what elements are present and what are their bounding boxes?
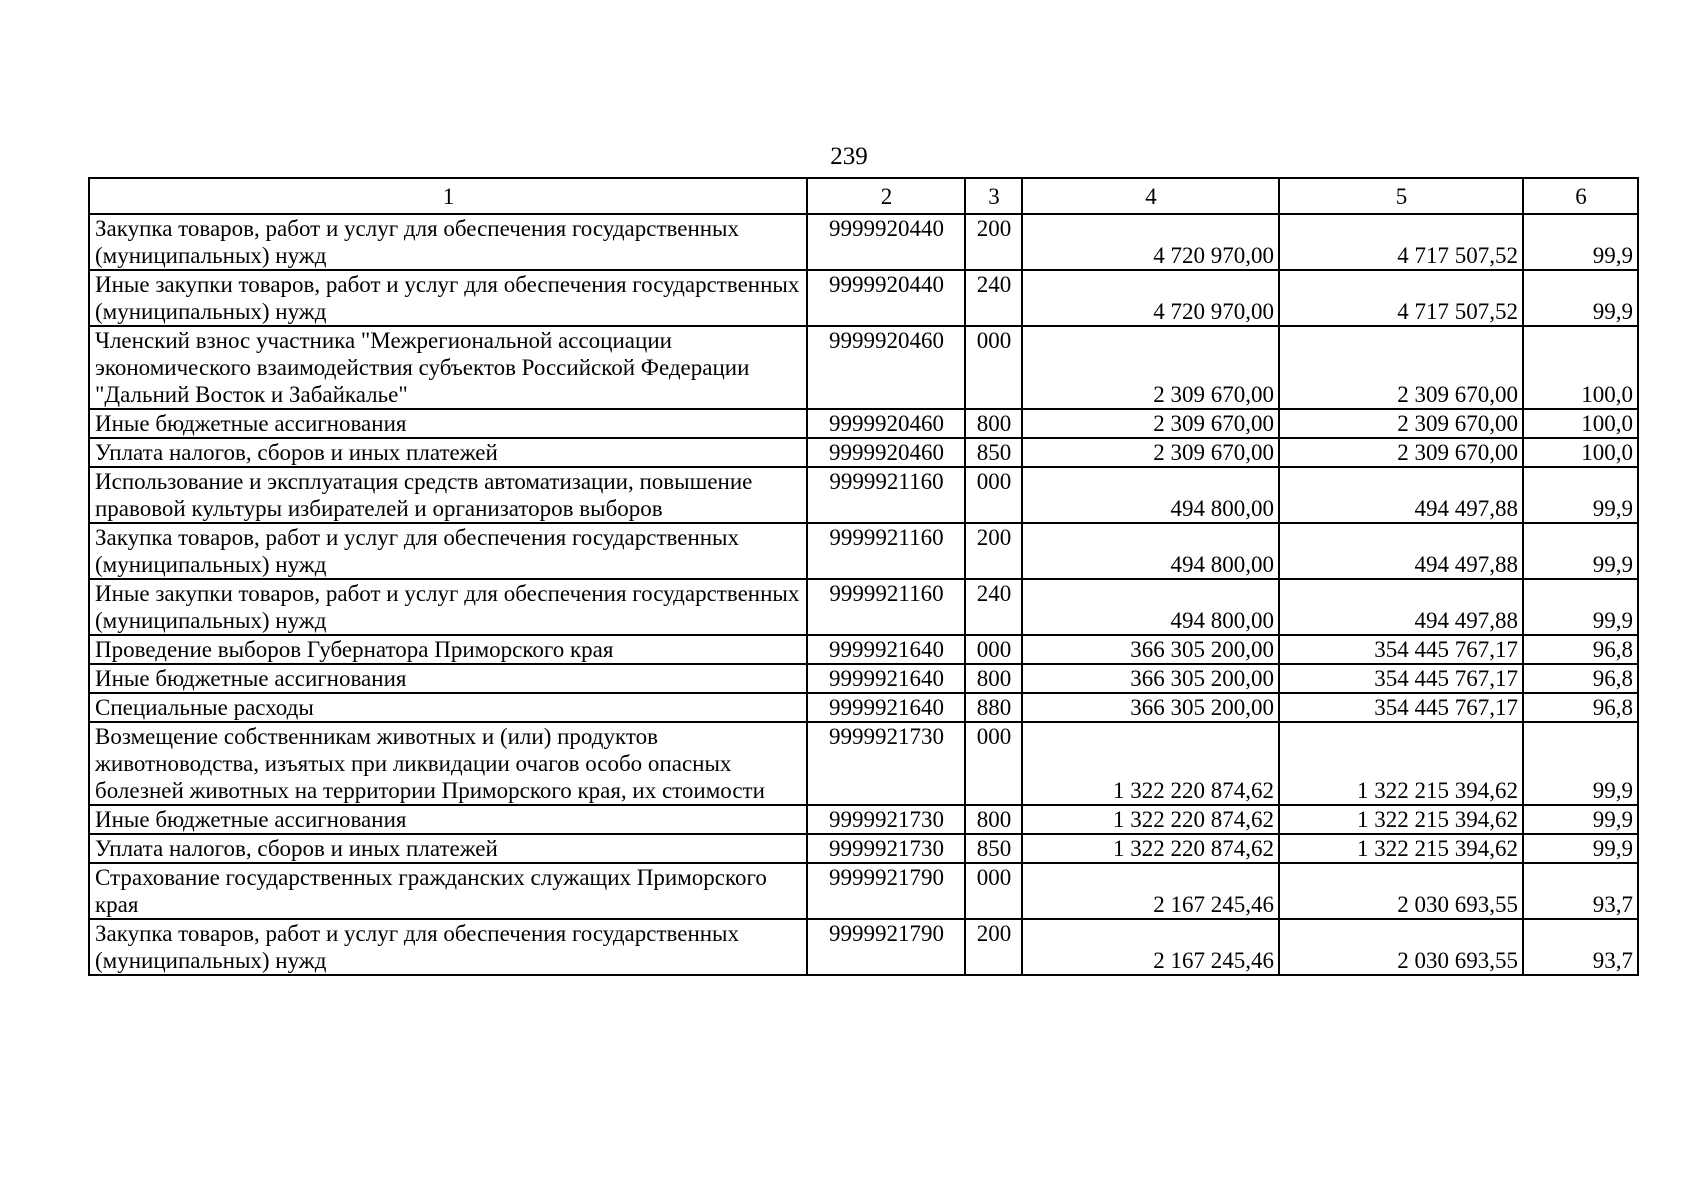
row-type-cell: 800 bbox=[965, 805, 1022, 834]
table-body bbox=[89, 178, 1638, 975]
row-plan-cell: 494 800,00 bbox=[1022, 579, 1279, 635]
row-type-cell: 240 bbox=[965, 579, 1022, 635]
row-code-cell: 9999920460 bbox=[807, 409, 965, 438]
row-percent-cell: 100,0 bbox=[1523, 326, 1638, 409]
row-fact-cell: 354 445 767,17 bbox=[1279, 635, 1523, 664]
row-plan-cell: 2 309 670,00 bbox=[1022, 409, 1279, 438]
row-percent-cell: 96,8 bbox=[1523, 693, 1638, 722]
row-fact-cell: 1 322 215 394,62 bbox=[1279, 805, 1523, 834]
table-row bbox=[89, 863, 1638, 919]
row-type-cell: 000 bbox=[965, 722, 1022, 805]
row-plan-cell: 2 167 245,46 bbox=[1022, 863, 1279, 919]
table-row bbox=[89, 409, 1638, 438]
row-code-cell: 9999921640 bbox=[807, 693, 965, 722]
row-percent-cell: 100,0 bbox=[1523, 438, 1638, 467]
row-fact-cell: 494 497,88 bbox=[1279, 467, 1523, 523]
row-plan-cell: 366 305 200,00 bbox=[1022, 635, 1279, 664]
table-row bbox=[89, 523, 1638, 579]
row-code-cell: 9999921790 bbox=[807, 919, 965, 975]
row-code-cell: 9999921730 bbox=[807, 805, 965, 834]
row-type-cell: 200 bbox=[965, 214, 1022, 270]
row-name-cell: Иные бюджетные ассигнования bbox=[89, 805, 807, 834]
row-name-cell: Страхование государственных гражданских служащих Приморского края bbox=[89, 863, 807, 919]
row-plan-cell: 2 167 245,46 bbox=[1022, 919, 1279, 975]
row-type-cell: 800 bbox=[965, 409, 1022, 438]
table-row bbox=[89, 438, 1638, 467]
row-percent-cell: 99,9 bbox=[1523, 805, 1638, 834]
column-header-1: 1 bbox=[89, 178, 807, 214]
row-percent-cell: 99,9 bbox=[1523, 214, 1638, 270]
row-type-cell: 850 bbox=[965, 834, 1022, 863]
row-name-cell: Закупка товаров, работ и услуг для обеспечения государственных (муниципальных) нужд bbox=[89, 214, 807, 270]
row-plan-cell: 2 309 670,00 bbox=[1022, 438, 1279, 467]
row-code-cell: 9999921160 bbox=[807, 523, 965, 579]
row-code-cell: 9999921730 bbox=[807, 722, 965, 805]
row-fact-cell: 2 030 693,55 bbox=[1279, 919, 1523, 975]
row-name-cell: Уплата налогов, сборов и иных платежей bbox=[89, 438, 807, 467]
row-type-cell: 000 bbox=[965, 467, 1022, 523]
row-percent-cell: 99,9 bbox=[1523, 834, 1638, 863]
table-row bbox=[89, 919, 1638, 975]
table-row bbox=[89, 834, 1638, 863]
row-code-cell: 9999920460 bbox=[807, 326, 965, 409]
row-name-cell: Использование и эксплуатация средств автоматизации, повышение правовой культуры избирателей и организаторов выборов bbox=[89, 467, 807, 523]
row-type-cell: 850 bbox=[965, 438, 1022, 467]
row-plan-cell: 494 800,00 bbox=[1022, 467, 1279, 523]
row-fact-cell: 4 717 507,52 bbox=[1279, 270, 1523, 326]
table-row bbox=[89, 326, 1638, 409]
row-fact-cell: 2 309 670,00 bbox=[1279, 326, 1523, 409]
row-type-cell: 000 bbox=[965, 863, 1022, 919]
row-fact-cell: 2 309 670,00 bbox=[1279, 409, 1523, 438]
row-name-cell: Иные закупки товаров, работ и услуг для обеспечения государственных (муниципальных) нужд bbox=[89, 579, 807, 635]
table-row bbox=[89, 467, 1638, 523]
row-plan-cell: 494 800,00 bbox=[1022, 523, 1279, 579]
column-header-4: 4 bbox=[1022, 178, 1279, 214]
row-percent-cell: 100,0 bbox=[1523, 409, 1638, 438]
row-percent-cell: 93,7 bbox=[1523, 863, 1638, 919]
column-header-5: 5 bbox=[1279, 178, 1523, 214]
column-header-3: 3 bbox=[965, 178, 1022, 214]
row-name-cell: Проведение выборов Губернатора Приморского края bbox=[89, 635, 807, 664]
column-header-2: 2 bbox=[807, 178, 965, 214]
row-fact-cell: 2 309 670,00 bbox=[1279, 438, 1523, 467]
row-percent-cell: 99,9 bbox=[1523, 270, 1638, 326]
table-row bbox=[89, 635, 1638, 664]
row-code-cell: 9999921160 bbox=[807, 579, 965, 635]
row-code-cell: 9999920440 bbox=[807, 214, 965, 270]
table-row bbox=[89, 722, 1638, 805]
row-fact-cell: 1 322 215 394,62 bbox=[1279, 722, 1523, 805]
row-name-cell: Иные бюджетные ассигнования bbox=[89, 409, 807, 438]
row-fact-cell: 4 717 507,52 bbox=[1279, 214, 1523, 270]
row-name-cell: Иные закупки товаров, работ и услуг для обеспечения государственных (муниципальных) нужд bbox=[89, 270, 807, 326]
page-number: 239 bbox=[830, 143, 868, 170]
table-row bbox=[89, 579, 1638, 635]
row-fact-cell: 494 497,88 bbox=[1279, 523, 1523, 579]
row-name-cell: Членский взнос участника "Межрегиональной ассоциации экономического взаимодействия субъектов Российской Федерации "Дальний Восток и Забайкалье" bbox=[89, 326, 807, 409]
row-plan-cell: 2 309 670,00 bbox=[1022, 326, 1279, 409]
table-row bbox=[89, 214, 1638, 270]
row-code-cell: 9999920440 bbox=[807, 270, 965, 326]
row-plan-cell: 366 305 200,00 bbox=[1022, 693, 1279, 722]
row-code-cell: 9999920460 bbox=[807, 438, 965, 467]
row-percent-cell: 99,9 bbox=[1523, 523, 1638, 579]
row-fact-cell: 494 497,88 bbox=[1279, 579, 1523, 635]
row-type-cell: 200 bbox=[965, 919, 1022, 975]
row-code-cell: 9999921790 bbox=[807, 863, 965, 919]
row-name-cell: Закупка товаров, работ и услуг для обеспечения государственных (муниципальных) нужд bbox=[89, 523, 807, 579]
row-name-cell: Возмещение собственникам животных и (или) продуктов животноводства, изъятых при ликвидации очагов особо опасных болезней животных на территории Приморского края, их стоимости bbox=[89, 722, 807, 805]
row-type-cell: 000 bbox=[965, 635, 1022, 664]
row-plan-cell: 366 305 200,00 bbox=[1022, 664, 1279, 693]
table-row bbox=[89, 664, 1638, 693]
row-plan-cell: 1 322 220 874,62 bbox=[1022, 834, 1279, 863]
row-type-cell: 240 bbox=[965, 270, 1022, 326]
row-percent-cell: 99,9 bbox=[1523, 579, 1638, 635]
row-fact-cell: 2 030 693,55 bbox=[1279, 863, 1523, 919]
row-name-cell: Специальные расходы bbox=[89, 693, 807, 722]
row-name-cell: Уплата налогов, сборов и иных платежей bbox=[89, 834, 807, 863]
row-fact-cell: 1 322 215 394,62 bbox=[1279, 834, 1523, 863]
row-code-cell: 9999921640 bbox=[807, 664, 965, 693]
row-name-cell: Закупка товаров, работ и услуг для обеспечения государственных (муниципальных) нужд bbox=[89, 919, 807, 975]
row-plan-cell: 1 322 220 874,62 bbox=[1022, 805, 1279, 834]
row-code-cell: 9999921730 bbox=[807, 834, 965, 863]
row-name-cell: Иные бюджетные ассигнования bbox=[89, 664, 807, 693]
row-percent-cell: 99,9 bbox=[1523, 467, 1638, 523]
table-header-row bbox=[89, 178, 1638, 214]
row-percent-cell: 93,7 bbox=[1523, 919, 1638, 975]
row-type-cell: 880 bbox=[965, 693, 1022, 722]
row-plan-cell: 1 322 220 874,62 bbox=[1022, 722, 1279, 805]
row-percent-cell: 96,8 bbox=[1523, 635, 1638, 664]
budget-table bbox=[88, 177, 1639, 976]
row-fact-cell: 354 445 767,17 bbox=[1279, 664, 1523, 693]
row-plan-cell: 4 720 970,00 bbox=[1022, 270, 1279, 326]
row-type-cell: 200 bbox=[965, 523, 1022, 579]
row-type-cell: 000 bbox=[965, 326, 1022, 409]
table-row bbox=[89, 270, 1638, 326]
row-plan-cell: 4 720 970,00 bbox=[1022, 214, 1279, 270]
row-code-cell: 9999921640 bbox=[807, 635, 965, 664]
row-code-cell: 9999921160 bbox=[807, 467, 965, 523]
row-type-cell: 800 bbox=[965, 664, 1022, 693]
row-fact-cell: 354 445 767,17 bbox=[1279, 693, 1523, 722]
row-percent-cell: 96,8 bbox=[1523, 664, 1638, 693]
row-percent-cell: 99,9 bbox=[1523, 722, 1638, 805]
table-row bbox=[89, 805, 1638, 834]
table-row bbox=[89, 693, 1638, 722]
column-header-6: 6 bbox=[1523, 178, 1638, 214]
